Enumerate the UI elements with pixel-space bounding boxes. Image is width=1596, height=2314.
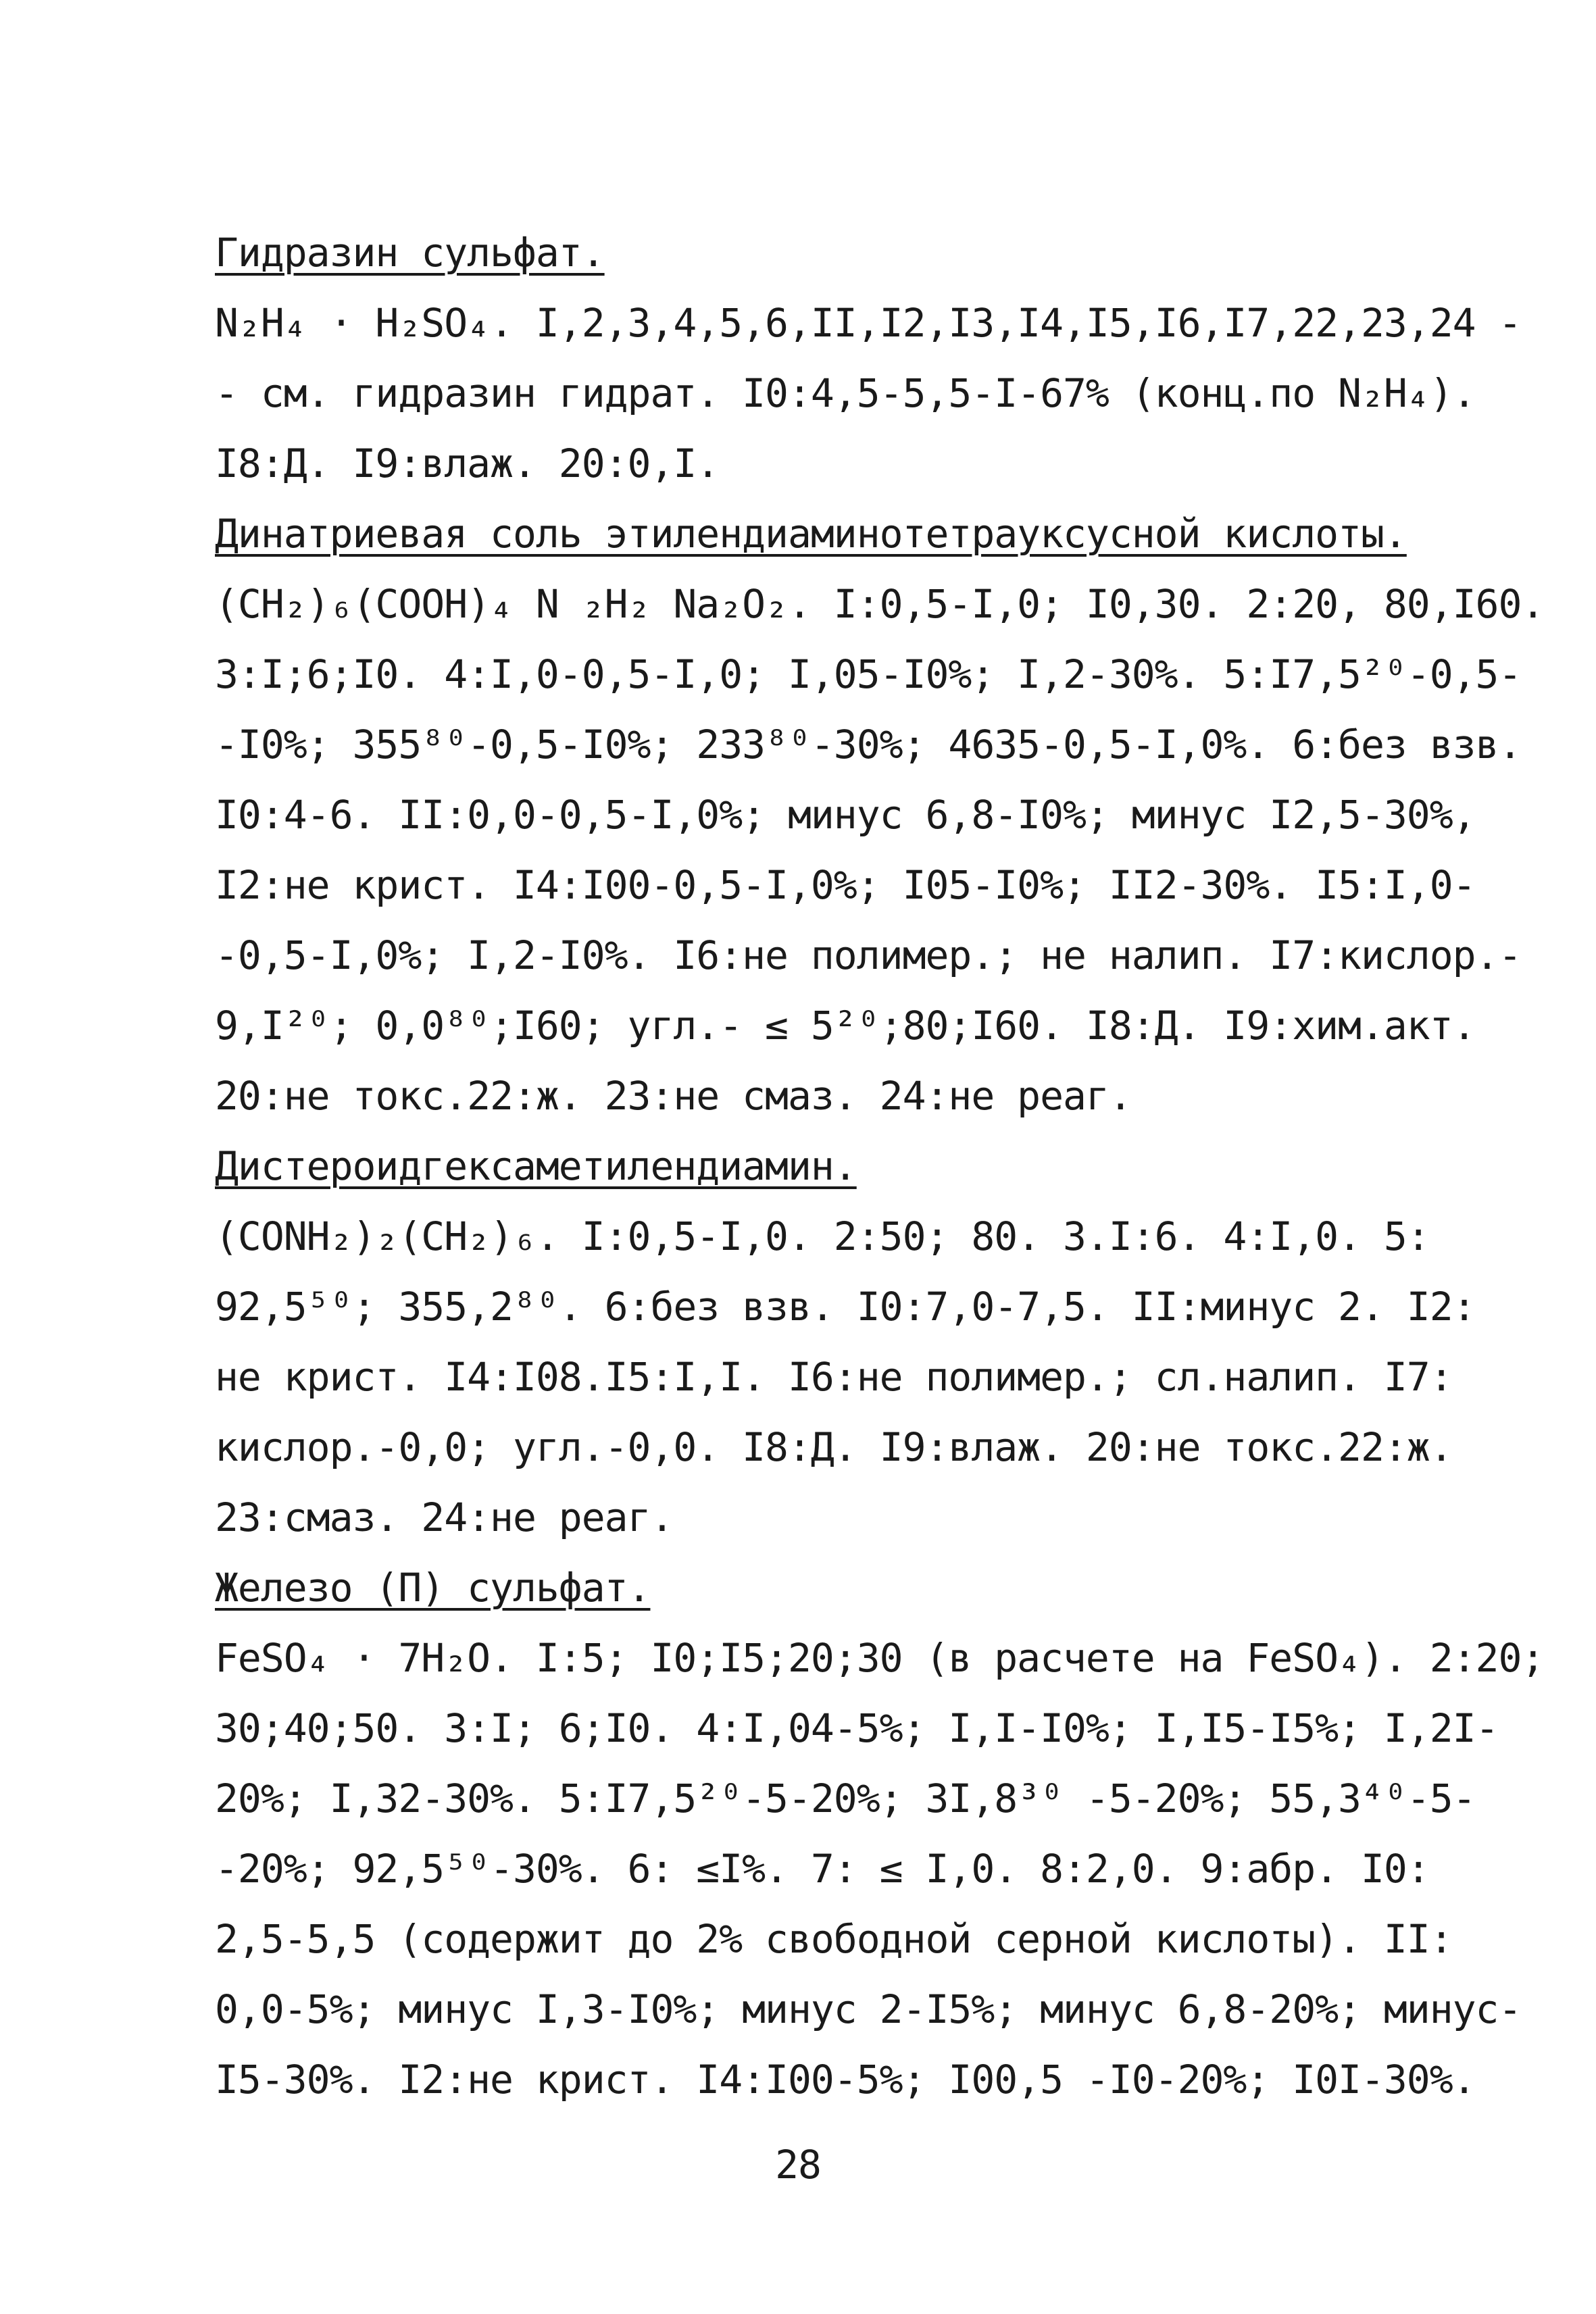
text-line: 20%; I,32-30%. 5:I7,5²⁰-5-20%; 3I,8³⁰ -5-20%; 55,3⁴⁰-5- [215, 1776, 1476, 1821]
text-line: -I0%; 355⁸⁰-0,5-I0%; 233⁸⁰-30%; 4635-0,5-I,0%. 6:без взв. [215, 722, 1522, 768]
text-line: не крист. I4:I08.I5:I,I. I6:не полимер.; сл.налип. I7: [215, 1354, 1453, 1400]
text-line: -20%; 92,5⁵⁰-30%. 6: ≤I%. 7: ≤ I,0. 8:2,0. 9:абр. I0: [215, 1846, 1430, 1892]
text-line: (CH₂)₆(COOH)₄ N ₂H₂ Na₂O₂. I:0,5-I,0; I0,30. 2:20, 80,I60. [215, 581, 1545, 627]
text-line: 9,I²⁰; 0,0⁸⁰;I60; угл.- ≤ 5²⁰;80;I60. I8:Д. I9:хим.акт. [215, 1003, 1476, 1049]
text-line: -0,5-I,0%; I,2-I0%. I6:не полимер.; не налип. I7:кислор.- [215, 932, 1522, 978]
text-line: I2:не крист. I4:I00-0,5-I,0%; I05-I0%; II2-30%. I5:I,0- [215, 862, 1476, 908]
text-line: 20:не токс.22:ж. 23:не смаз. 24:не реаг. [215, 1073, 1132, 1119]
text-line: 92,5⁵⁰; 355,2⁸⁰. 6:без взв. I0:7,0-7,5. II:минус 2. I2: [215, 1284, 1476, 1330]
text-line: N₂H₄ · H₂SO₄. I,2,3,4,5,6,II,I2,I3,I4,I5,I6,I7,22,23,24 - [215, 300, 1522, 346]
text-line: 0,0-5%; минус I,3-I0%; минус 2-I5%; минус 6,8-20%; минус- [215, 1986, 1522, 2032]
section-heading-iron-sulfate: Железо (П) сульфат. [215, 1565, 651, 1611]
text-line: 3:I;6;I0. 4:I,0-0,5-I,0; I,05-I0%; I,2-30%. 5:I7,5²⁰-0,5- [215, 651, 1522, 697]
section-heading-hydrazine-sulfate: Гидразин сульфат. [215, 230, 605, 276]
document-body [215, 218, 1545, 2115]
text-line: I8:Д. I9:влаж. 20:0,I. [215, 441, 720, 486]
text-line: - см. гидразин гидрат. I0:4,5-5,5-I-67% (конц.по N₂H₄). [215, 370, 1476, 416]
text-line: FeSO₄ · 7H₂O. I:5; I0;I5;20;30 (в расчете на FeSO₄). 2:20; [215, 1635, 1545, 1681]
text-line: кислор.-0,0; угл.-0,0. I8:Д. I9:влаж. 20:не токс.22:ж. [215, 1424, 1453, 1470]
text-line: 30;40;50. 3:I; 6;I0. 4:I,04-5%; I,I-I0%; I,I5-I5%; I,2I- [215, 1705, 1499, 1751]
section-heading-disodium-edta: Динатриевая соль этилендиаминотетрауксусной кислоты. [215, 511, 1407, 557]
text-line: (CONH₂)₂(CH₂)₆. I:0,5-I,0. 2:50; 80. 3.I:6. 4:I,0. 5: [215, 1213, 1430, 1259]
text-line: I5-30%. I2:не крист. I4:I00-5%; I00,5 -I0-20%; I0I-30%. [215, 2057, 1476, 2103]
page-number: 28 [775, 2142, 821, 2188]
text-line: 2,5-5,5 (содержит до 2% свободной серной кислоты). II: [215, 1916, 1453, 1962]
text-line: 23:смаз. 24:не реаг. [215, 1494, 674, 1540]
text-line: I0:4-6. II:0,0-0,5-I,0%; минус 6,8-I0%; минус I2,5-30%, [215, 792, 1476, 838]
section-heading-distearoyl-hexamethylenediamine: Дистероидгексаметилендиамин. [215, 1143, 857, 1189]
